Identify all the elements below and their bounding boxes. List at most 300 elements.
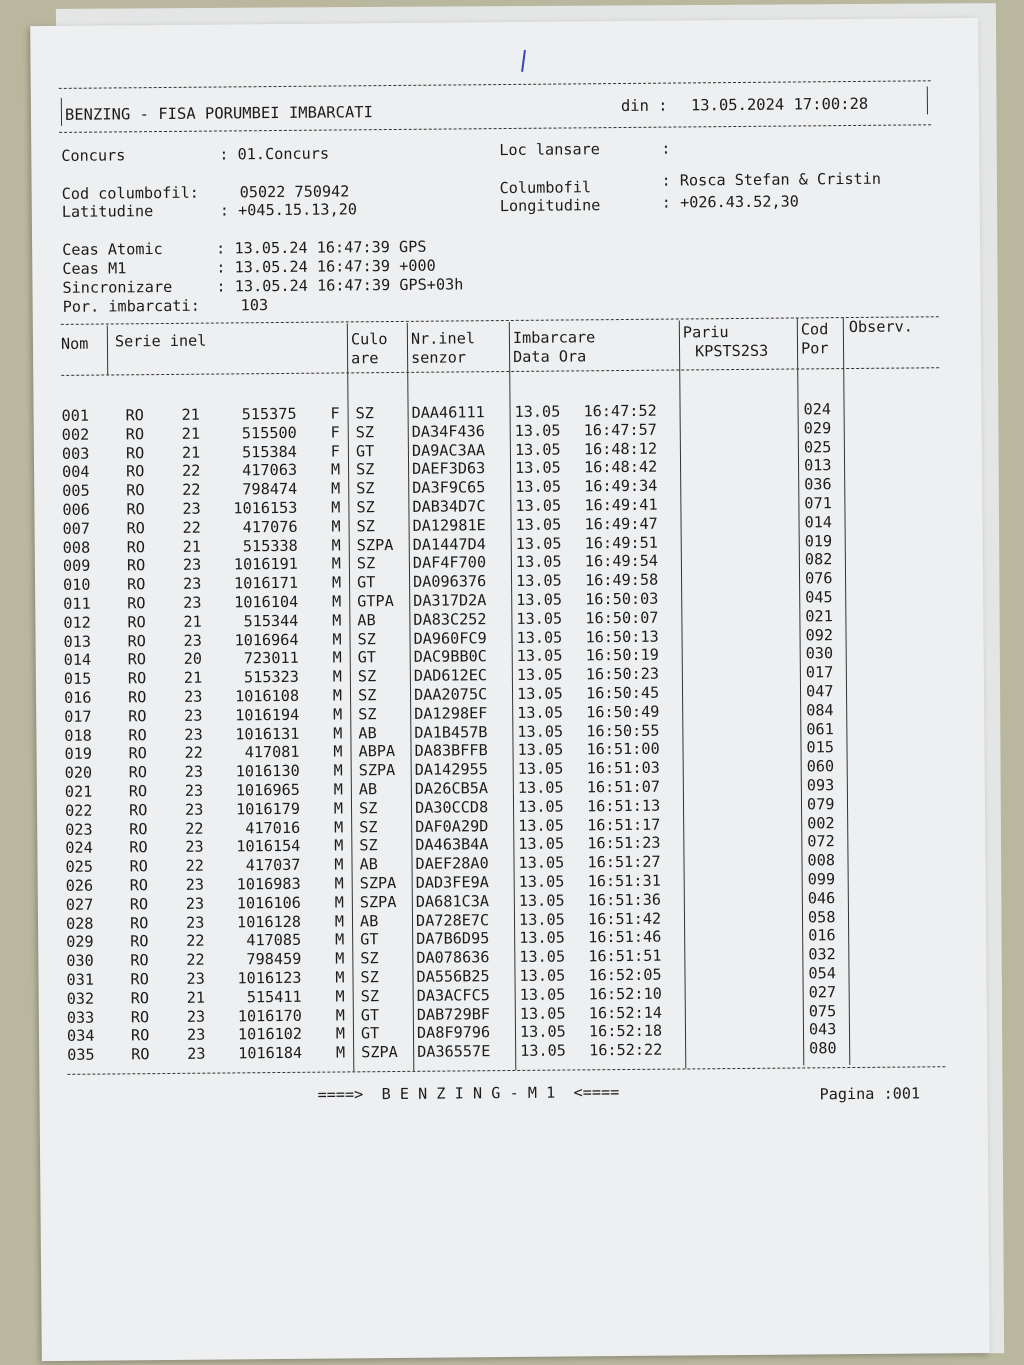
row-color: SZ — [358, 704, 377, 724]
row-color: SZPA — [359, 892, 397, 912]
row-cod: 072 — [807, 832, 835, 851]
row-date: 13.05 — [517, 797, 564, 816]
row-date: 13.05 — [516, 646, 563, 666]
row-cod: 021 — [805, 606, 833, 626]
row-time: 16:50:23 — [585, 664, 660, 684]
row-cod: 099 — [807, 870, 836, 889]
row-number: 026 — [65, 876, 94, 895]
row-sex: M — [333, 780, 343, 799]
row-number: 012 — [63, 613, 91, 632]
row-sensor: DA8F9796 — [416, 1023, 491, 1043]
row-sensor: DA078636 — [416, 948, 490, 967]
row-ring: 515500 — [241, 423, 297, 443]
row-ring: 1016965 — [235, 780, 300, 800]
row-cod: 019 — [804, 531, 833, 551]
rule-culoare — [347, 323, 355, 1071]
row-time: 16:48:12 — [583, 439, 658, 458]
col-pariu: Pariu — [682, 323, 729, 342]
row-time: 16:50:03 — [585, 589, 659, 609]
row-country: RO — [129, 894, 149, 914]
row-year: 23 — [186, 969, 205, 988]
row-sensor: DA681C3A — [415, 891, 490, 911]
row-date: 13.05 — [514, 458, 561, 478]
ceas-atomic-label: Ceas Atomic — [62, 240, 163, 259]
row-sex: M — [335, 968, 345, 987]
row-year: 23 — [185, 894, 205, 913]
row-sex: M — [333, 817, 344, 837]
row-number: 007 — [62, 519, 91, 538]
row-date: 13.05 — [516, 628, 563, 647]
row-number: 025 — [65, 857, 94, 877]
row-year: 22 — [182, 462, 201, 481]
row-time: 16:51:46 — [588, 928, 662, 947]
columbofil-label: Columbofil — [499, 178, 592, 198]
row-color: GT — [357, 648, 377, 667]
row-sensor: DA142955 — [414, 760, 488, 779]
row-cod: 071 — [804, 494, 832, 513]
row-year: 23 — [186, 1007, 206, 1026]
row-country: RO — [130, 1026, 150, 1045]
row-year: 22 — [185, 819, 204, 838]
row-date: 13.05 — [516, 684, 563, 703]
row-ring: 1016191 — [233, 555, 298, 574]
row-cod: 046 — [807, 888, 836, 908]
table-bottom-rule — [67, 1066, 945, 1075]
row-color: SZ — [357, 686, 377, 705]
row-number: 015 — [63, 669, 92, 689]
row-date: 13.05 — [517, 740, 564, 760]
row-year: 22 — [185, 856, 204, 875]
row-sensor: DAEF3D63 — [411, 459, 486, 479]
row-year: 23 — [183, 687, 203, 706]
row-ring: 1016106 — [236, 893, 301, 913]
concurs-label: Concurs — [61, 146, 126, 165]
row-sensor: DA728E7C — [415, 910, 490, 930]
row-date: 13.05 — [515, 515, 562, 534]
row-country: RO — [126, 556, 146, 575]
row-cod: 047 — [805, 682, 834, 701]
row-color: AB — [357, 610, 376, 630]
row-ring: 1016170 — [237, 1006, 302, 1025]
row-country: RO — [130, 988, 150, 1008]
row-time: 16:52:14 — [588, 1003, 663, 1022]
document-sheet — [30, 18, 990, 1361]
header-bottom-rule — [61, 367, 939, 376]
col-serie: Serie inel — [114, 331, 207, 351]
row-cod: 025 — [803, 437, 832, 457]
row-number: 028 — [65, 914, 94, 933]
row-color: SZ — [355, 404, 374, 423]
row-sensor: DA556B25 — [416, 967, 490, 986]
row-cod: 075 — [808, 1001, 837, 1020]
row-sex: F — [330, 404, 340, 423]
row-year: 21 — [183, 668, 203, 688]
title-right-rule — [927, 86, 928, 114]
row-sex: M — [334, 893, 344, 912]
row-sex: M — [335, 1024, 346, 1043]
row-sensor: DAB34D7C — [412, 497, 486, 516]
row-year: 23 — [187, 1044, 206, 1063]
row-number: 014 — [63, 651, 92, 670]
row-sensor: DA83C252 — [413, 609, 487, 629]
row-date: 13.05 — [519, 985, 566, 1004]
row-time: 16:50:19 — [585, 646, 659, 665]
row-country: RO — [125, 406, 144, 425]
lat-value: : +045.15.13,20 — [219, 200, 358, 220]
row-color: GT — [360, 1024, 380, 1043]
row-number: 034 — [66, 1026, 95, 1046]
row-number: 033 — [66, 1008, 95, 1027]
row-color: SZPA — [358, 761, 396, 780]
row-ring: 798474 — [242, 480, 298, 499]
row-sex: M — [332, 686, 343, 705]
row-ring: 1016108 — [234, 686, 300, 706]
row-number: 019 — [64, 744, 93, 764]
row-country: RO — [128, 725, 147, 744]
col-imbarcare: Imbarcare — [512, 328, 596, 347]
loc-label: Loc lansare — [499, 140, 600, 160]
row-color: SZPA — [361, 1043, 398, 1062]
row-color: AB — [359, 855, 378, 874]
row-number: 022 — [64, 801, 93, 820]
row-number: 009 — [62, 557, 91, 576]
row-ring: 417063 — [242, 461, 298, 480]
row-country: RO — [128, 763, 148, 782]
row-number: 016 — [63, 688, 92, 707]
row-date: 13.05 — [518, 910, 565, 929]
row-cod: 079 — [806, 794, 835, 814]
row-time: 16:47:57 — [583, 420, 657, 440]
row-ring: 515344 — [243, 611, 299, 631]
row-date: 13.05 — [519, 1022, 566, 1042]
row-time: 16:52:10 — [588, 984, 662, 1004]
row-time: 16:51:27 — [587, 852, 661, 872]
row-number: 017 — [64, 707, 92, 726]
row-color: SZPA — [359, 873, 397, 893]
col-pariu-codes: KPSTS2S3 — [694, 341, 769, 361]
row-country: RO — [130, 932, 149, 951]
col-por: Por — [800, 339, 829, 358]
row-country: RO — [129, 913, 149, 932]
sincro-label: Sincronizare — [62, 277, 173, 297]
row-ring: 1016130 — [235, 761, 300, 781]
row-time: 16:51:31 — [587, 871, 661, 891]
row-color: SZ — [360, 968, 379, 987]
row-date: 13.05 — [514, 440, 561, 459]
row-sensor: DA36557E — [417, 1042, 491, 1061]
row-number: 002 — [61, 425, 90, 444]
row-number: 004 — [62, 463, 90, 482]
por-label: Por. imbarcati: — [62, 296, 200, 316]
row-ring: 515411 — [246, 987, 302, 1007]
row-ring: 417016 — [245, 818, 301, 837]
row-cod: 043 — [808, 1020, 837, 1039]
row-sex: M — [335, 1043, 346, 1062]
row-sex: M — [332, 648, 342, 667]
row-date: 13.05 — [515, 496, 562, 515]
row-sensor: DAB729BF — [416, 1004, 491, 1024]
row-number: 013 — [63, 632, 92, 651]
row-year: 23 — [182, 556, 202, 575]
row-sex: M — [335, 1005, 345, 1025]
row-number: 021 — [64, 782, 93, 801]
row-time: 16:51:03 — [586, 758, 660, 778]
row-country: RO — [125, 424, 145, 444]
row-year: 23 — [185, 838, 204, 857]
row-country: RO — [131, 1045, 150, 1064]
row-year: 22 — [182, 480, 201, 500]
row-sex: M — [331, 517, 341, 536]
row-sex: M — [332, 630, 342, 649]
row-country: RO — [128, 744, 147, 763]
row-cod: 082 — [804, 550, 833, 569]
row-time: 16:49:54 — [584, 552, 659, 571]
por-value: 103 — [240, 296, 269, 315]
row-country: RO — [127, 612, 146, 632]
row-number: 029 — [66, 932, 94, 952]
row-date: 13.05 — [518, 872, 565, 891]
loc-value: : — [661, 139, 671, 158]
sincro-value: : 13.05.24 16:47:39 GPS+03h — [216, 275, 464, 296]
row-time: 16:51:00 — [586, 740, 660, 759]
date-label: din : — [620, 96, 668, 116]
row-year: 23 — [184, 781, 204, 800]
row-cod: 058 — [807, 907, 836, 926]
row-sensor: DA9AC3AA — [411, 440, 486, 460]
row-color: SZ — [360, 949, 379, 968]
row-sex: M — [331, 592, 342, 611]
row-cod: 015 — [806, 738, 835, 757]
row-time: 16:49:58 — [584, 570, 659, 590]
row-color: GT — [360, 1005, 380, 1024]
row-sex: M — [333, 742, 343, 761]
row-number: 035 — [67, 1045, 95, 1064]
row-sensor: DAA2075C — [413, 685, 488, 704]
ceas-m1-value: : 13.05.24 16:47:39 +000 — [216, 256, 436, 277]
row-ring: 1016102 — [237, 1025, 303, 1044]
row-sensor: DA83BFFB — [414, 741, 488, 761]
row-number: 030 — [66, 951, 94, 970]
row-sensor: DA30CCD8 — [414, 797, 489, 817]
row-number: 024 — [65, 838, 93, 858]
row-number: 005 — [62, 481, 90, 501]
row-country: RO — [127, 650, 147, 669]
row-time: 16:48:42 — [583, 458, 658, 477]
row-sensor: DAC9BB0C — [413, 647, 487, 667]
row-sensor: DA096376 — [412, 572, 487, 592]
row-date: 13.05 — [519, 947, 566, 967]
row-date: 13.05 — [520, 1041, 566, 1061]
row-sex: M — [331, 536, 341, 555]
row-country: RO — [127, 594, 146, 613]
row-sex: M — [332, 611, 342, 630]
row-year: 22 — [182, 518, 201, 537]
row-country: RO — [126, 537, 146, 556]
row-country: RO — [129, 857, 148, 876]
row-sex: M — [333, 799, 344, 818]
row-sensor: DA12981E — [412, 515, 486, 535]
rule-observ — [843, 317, 851, 1065]
row-color: AB — [358, 723, 377, 742]
row-cod: 016 — [808, 926, 836, 945]
row-ring: 1016128 — [236, 912, 302, 931]
row-sensor: DA317D2A — [413, 591, 487, 610]
row-date: 13.05 — [517, 778, 564, 797]
col-cod: Cod — [800, 320, 829, 339]
row-sex: M — [334, 911, 345, 931]
row-sensor: DA3F9C65 — [412, 478, 486, 498]
row-date: 13.05 — [518, 891, 565, 910]
row-date: 13.05 — [514, 421, 561, 440]
row-country: RO — [127, 688, 147, 707]
title-top-rule — [59, 80, 931, 89]
row-sex: M — [334, 930, 345, 949]
row-sensor: DA3ACFC5 — [416, 985, 490, 1005]
row-cod: 017 — [805, 663, 834, 682]
row-sensor: DA960FC9 — [413, 628, 487, 648]
row-cod: 008 — [807, 851, 836, 870]
row-sex: M — [331, 479, 341, 498]
row-year: 23 — [184, 706, 203, 725]
row-country: RO — [126, 575, 146, 594]
row-color: SZ — [359, 836, 378, 855]
row-year: 21 — [181, 405, 200, 424]
row-date: 13.05 — [519, 966, 566, 985]
row-sensor: DA1447D4 — [412, 534, 486, 554]
row-sensor: DAEF28A0 — [415, 854, 489, 873]
row-sensor: DAD3FE9A — [415, 873, 489, 892]
row-ring: 515384 — [241, 442, 297, 461]
row-color: ABPA — [358, 742, 396, 761]
row-time: 16:50:13 — [585, 627, 659, 646]
row-number: 023 — [65, 820, 93, 839]
row-color: SZ — [356, 479, 375, 498]
row-color: AB — [358, 780, 378, 799]
row-ring: 1016964 — [234, 630, 299, 649]
long-value: : +026.43.52,30 — [661, 192, 799, 212]
row-date: 13.05 — [516, 590, 563, 609]
row-time: 16:52:05 — [588, 965, 662, 985]
row-sensor: DAF0A29D — [415, 816, 489, 836]
row-country: RO — [130, 951, 149, 970]
row-number: 006 — [62, 500, 90, 519]
row-color: SZ — [355, 422, 375, 442]
row-date: 13.05 — [518, 853, 565, 873]
long-label: Longitudine — [499, 196, 601, 216]
row-date: 13.05 — [515, 571, 562, 591]
row-time: 16:49:51 — [584, 533, 658, 552]
row-sex: M — [333, 761, 343, 780]
row-country: RO — [127, 669, 147, 688]
row-number: 010 — [62, 575, 91, 595]
row-color: SZ — [356, 554, 376, 573]
row-country: RO — [126, 481, 145, 500]
row-sensor: DA7B6D95 — [416, 929, 490, 949]
row-time: 16:50:55 — [586, 721, 660, 740]
pigeon-table — [61, 400, 837, 1065]
row-color: SZ — [357, 667, 377, 686]
row-sex: M — [331, 498, 341, 517]
row-sex: M — [335, 949, 345, 968]
row-date: 13.05 — [515, 477, 562, 497]
row-time: 16:52:22 — [589, 1040, 663, 1060]
row-date: 13.05 — [518, 834, 565, 854]
row-ring: 1016194 — [235, 705, 300, 725]
row-time: 16:49:41 — [584, 495, 658, 515]
row-time: 16:51:07 — [586, 777, 661, 797]
row-sensor: DAF4F700 — [412, 553, 487, 573]
row-ring: 723011 — [243, 649, 299, 668]
row-color: SZ — [359, 817, 378, 836]
concurs-value: : 01.Concurs — [219, 144, 330, 164]
row-time: 16:51:36 — [587, 890, 662, 910]
row-year: 23 — [182, 574, 202, 594]
row-date: 13.05 — [517, 759, 564, 779]
row-sensor: DA463B4A — [415, 835, 489, 855]
row-sex: F — [330, 442, 340, 461]
row-time: 16:50:07 — [585, 608, 659, 628]
row-time: 16:47:52 — [583, 401, 657, 421]
col-nom: Nom — [60, 334, 89, 353]
row-year: 21 — [181, 443, 201, 462]
row-country: RO — [126, 462, 145, 481]
row-ring: 798459 — [246, 949, 302, 969]
ceas-m1-label: Ceas M1 — [62, 259, 127, 278]
row-sex: M — [334, 836, 344, 855]
row-color: AB — [359, 911, 379, 930]
row-color: SZPA — [356, 535, 394, 554]
row-date: 13.05 — [517, 722, 564, 741]
row-time: 16:50:49 — [586, 702, 660, 722]
row-cod: 054 — [808, 964, 837, 983]
row-cod: 027 — [808, 982, 837, 1002]
rule-pariu — [679, 321, 687, 1069]
row-ring: 417076 — [242, 517, 298, 537]
row-sensor: DA1298EF — [414, 703, 488, 723]
row-time: 16:51:17 — [587, 815, 661, 834]
rule-nom — [107, 325, 108, 375]
row-year: 23 — [185, 875, 205, 894]
row-color: SZ — [357, 629, 376, 648]
ceas-atomic-value: : 13.05.24 16:47:39 GPS — [216, 237, 427, 258]
row-country: RO — [126, 518, 145, 538]
footer-banner: ====> B E N Z I N G - M 1 <==== — [317, 1083, 620, 1104]
row-number: 008 — [62, 538, 91, 557]
row-ring: 1016123 — [237, 968, 302, 988]
row-sex: M — [334, 855, 344, 874]
row-number: 003 — [61, 444, 90, 463]
row-country: RO — [129, 876, 149, 895]
row-year: 23 — [183, 593, 202, 612]
row-color: GTPA — [357, 591, 394, 611]
col-data-ora: Data Ora — [513, 347, 587, 366]
row-color: SZ — [360, 986, 380, 1006]
row-color: SZ — [356, 498, 375, 517]
row-ring: 417081 — [244, 743, 300, 762]
row-number: 001 — [61, 406, 90, 425]
row-year: 23 — [183, 631, 202, 650]
row-sex: M — [334, 874, 344, 893]
report-title: BENZING - FISA PORUMBEI IMBARCATI — [64, 103, 373, 124]
row-sensor: DA26CB5A — [414, 779, 489, 798]
row-country: RO — [127, 631, 146, 650]
row-time: 16:51:42 — [587, 909, 662, 928]
row-cod: 093 — [806, 776, 835, 795]
row-country: RO — [128, 800, 148, 820]
report-date: 13.05.2024 17:00:28 — [690, 94, 869, 115]
cod-value: 05022 750942 — [239, 182, 350, 202]
lat-label: Latitudine — [61, 202, 154, 221]
